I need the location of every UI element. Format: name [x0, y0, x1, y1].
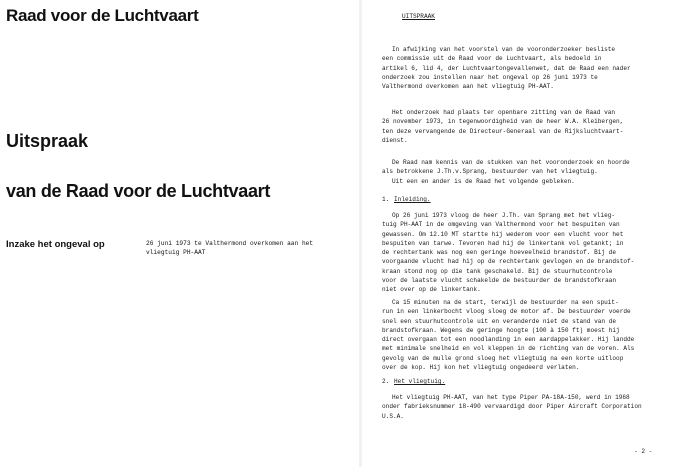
text-line: Het onderzoek had plaats ter openbare zitting van de Raad van	[392, 109, 616, 116]
paragraph-1	[382, 45, 670, 91]
text-line: bespuiten van tarwe. Tevoren had hij de linkertank vol getankt; in	[382, 239, 624, 247]
text-line: over de kop. Hij kon het vliegtuig ongedeerd verlaten.	[382, 364, 580, 372]
paragraph-5	[382, 298, 670, 372]
case-line: vliegtuig PH-AAT	[146, 248, 206, 256]
document-title: Uitspraak	[6, 131, 89, 151]
section-label: Het vliegtuig.	[394, 378, 446, 385]
text-line: voorgaande vlucht had hij op de rechtertank gevlogen en de brandstof-	[382, 258, 635, 266]
text-line: Het vliegtuig PH-AAT, van het type Piper PA-18A-150, werd in 1968	[392, 394, 630, 401]
section-number: 2.	[382, 378, 390, 385]
text-line: Valthermond overkomen aan het vliegtuig PH-AAT.	[382, 83, 554, 91]
text-line: Uit een en ander is de Raad het volgende gebleken.	[392, 177, 575, 185]
text-line: direct overgaan tot een noodlanding in een aardappelakker. Hij landde	[382, 336, 635, 344]
section-number: 1.	[382, 196, 390, 203]
page-number: - 2 -	[634, 448, 653, 455]
case-description	[146, 240, 356, 257]
section-heading: UITSPRAAK	[402, 13, 435, 20]
paragraph-2	[382, 108, 670, 145]
text-line: gevolg van de mulle grond sloeg het vliegtuig na een korte uitloop	[382, 354, 624, 362]
text-line: De Raad nam kennis van de stukken van het vooronderzoek en hoorde	[392, 159, 630, 166]
text-line: onder fabrieksnummer 18-490 vervaardigd door Piper Aircraft Corporation	[382, 403, 642, 411]
section-1-heading	[382, 196, 431, 203]
paragraph-4	[382, 211, 670, 295]
organization-title: Raad voor de Luchtvaart	[6, 6, 199, 25]
text-line: dienst.	[382, 136, 408, 144]
text-line: met minimale snelheid en vol kleppen in de richting van de voren. Als	[382, 345, 635, 353]
text-line: ten deze vervangende de Directeur-Generaal van de Rijksluchtvaart-	[382, 127, 624, 135]
inzake-label: Inzake het ongeval op	[6, 239, 105, 250]
text-line: U.S.A.	[382, 412, 404, 420]
text-line: onderzoek zou instellen naar het ongeval op 26 juni 1973 te	[382, 73, 598, 81]
section-label: Inleiding.	[394, 196, 431, 203]
section-2-heading	[382, 378, 445, 385]
paragraph-6	[382, 393, 670, 421]
text-line: Ca 15 minuten na de start, terwijl de bestuurder na een spuit-	[392, 299, 619, 306]
text-line: artikel 6, lid 4, der Luchtvaartongevallenwet, dat de Raad een nader	[382, 64, 631, 72]
text-line: In afwijking van het voorstel van de vooronderzoeker besliste	[392, 46, 616, 53]
text-line: snel een stuurhutcontrole uit en veranderde niet de stand van de	[382, 317, 617, 325]
paragraph-3	[382, 158, 670, 186]
text-line: 26 november 1973, in tegenwoordigheid van de heer W.A. Kleibergen,	[382, 118, 624, 126]
text-line: een commissie uit de Raad voor de Luchtvaart, als bedoeld in	[382, 55, 602, 63]
text-line: run in een linkerbocht vloog sloeg de motor af. De bestuurder voerde	[382, 308, 631, 316]
document-subtitle: van de Raad voor de Luchtvaart	[6, 181, 271, 201]
text-line: gewassen. Om 12.10 MT startte hij wederom voor een vlucht voor het	[382, 230, 624, 238]
text-line: voor de laatste vlucht schakelde de bestuurder de brandstofkraan	[382, 277, 617, 285]
text-line: kraan stond nog op die tank geschakeld. Bij de stuurhutcontrole	[382, 267, 613, 275]
text-page	[362, 0, 675, 467]
text-line: brandstofkraan. Wegens de geringe hoogte (100 à 150 ft) moest hij	[382, 326, 620, 334]
text-line: niet over op de linkertank.	[382, 286, 481, 294]
text-line: tuig PH-AAT in de omgeving van Valthermond voor het bespuiten van	[382, 221, 620, 229]
text-line: als betrokkene J.Th.v.Sprang, bestuurder van het vliegtuig.	[382, 168, 598, 176]
case-line: 26 juni 1973 te Valthermond overkomen aan het	[146, 240, 314, 247]
text-line: de rechtertank was nog een geringe hoeveelheid brandstof. Bij de	[382, 249, 617, 257]
text-line: Op 26 juni 1973 vloog de heer J.Th. van Sprang met het vlieg-	[392, 212, 616, 219]
